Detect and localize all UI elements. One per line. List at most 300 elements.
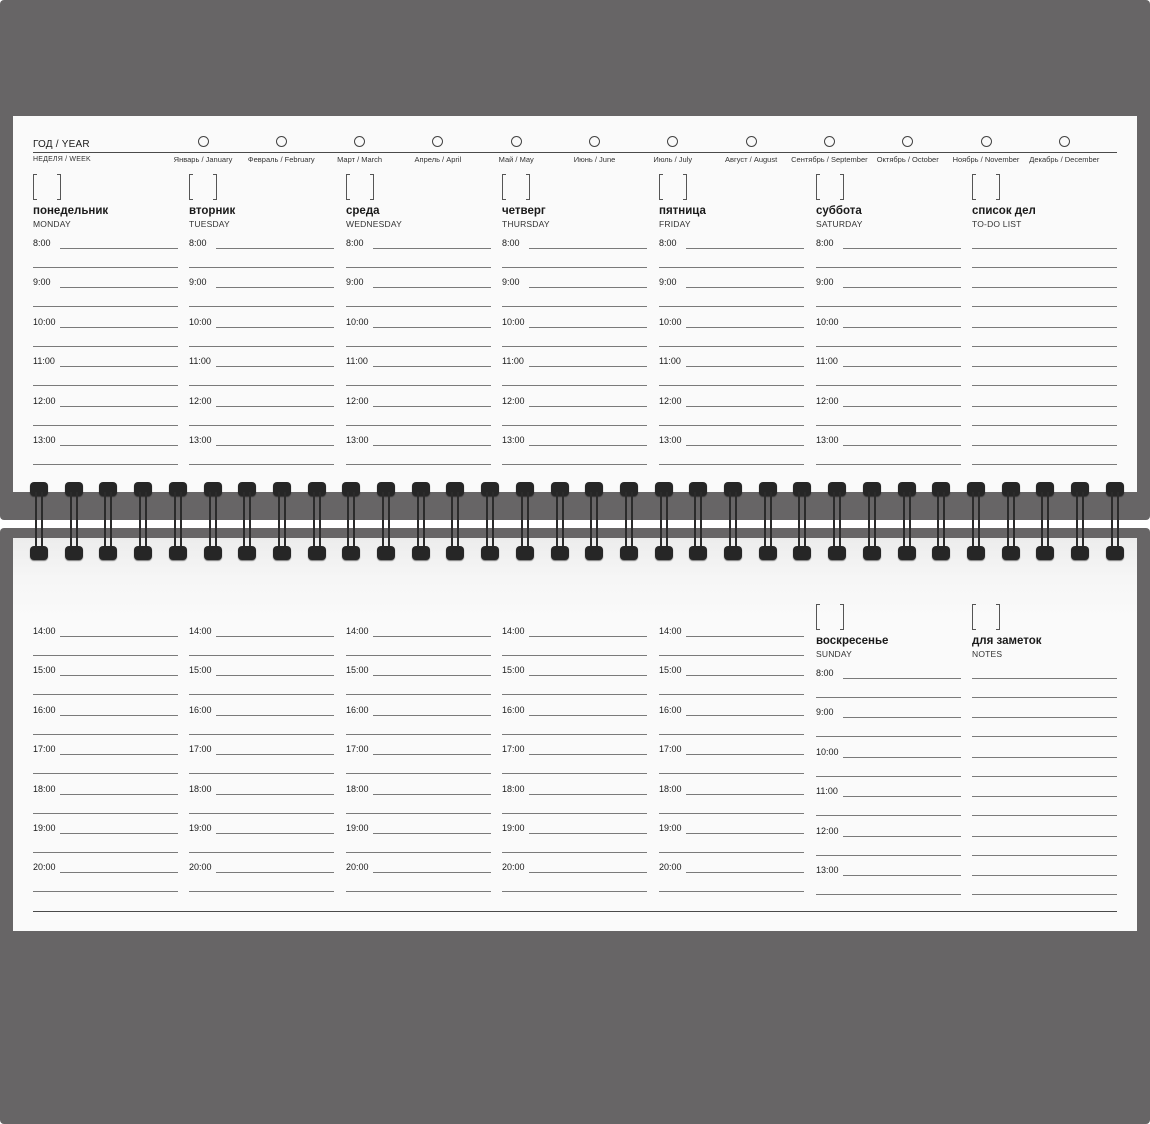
ring-wire (1082, 492, 1084, 552)
entry-line[interactable] (216, 794, 334, 795)
time-label: 18:00 (346, 783, 369, 794)
entry-line[interactable] (502, 655, 647, 656)
ring-bottom-cap (342, 546, 360, 560)
month-radio[interactable] (354, 136, 365, 147)
entry-line[interactable] (33, 852, 178, 853)
entry-line[interactable] (843, 445, 961, 446)
entry-line[interactable] (60, 406, 178, 407)
entry-line[interactable] (346, 694, 491, 695)
entry-line[interactable] (502, 385, 647, 386)
entry-line[interactable] (816, 267, 961, 268)
entry-line[interactable] (843, 757, 961, 758)
entry-line[interactable] (502, 267, 647, 268)
entry-line[interactable] (686, 794, 804, 795)
binding-ring (243, 482, 251, 562)
binding-ring (451, 482, 459, 562)
ring-wire (1047, 492, 1049, 552)
entry-line[interactable] (816, 855, 961, 856)
entry-line[interactable] (189, 306, 334, 307)
entry-line[interactable] (502, 464, 647, 465)
binding-ring (972, 482, 980, 562)
entry-line[interactable] (659, 346, 804, 347)
entry-line[interactable] (529, 248, 647, 249)
entry-line[interactable] (843, 717, 961, 718)
entry-line[interactable] (659, 464, 804, 465)
entry-line[interactable] (529, 715, 647, 716)
entry-line[interactable] (189, 813, 334, 814)
entry-line[interactable] (33, 694, 178, 695)
day-name: вторник (189, 205, 236, 217)
day-name-english: TO-DO LIST (972, 219, 1022, 229)
month-radio[interactable] (667, 136, 678, 147)
ring-wire (423, 492, 425, 552)
month-label: Июнь / June (573, 155, 616, 164)
entry-line[interactable] (659, 694, 804, 695)
entry-line[interactable] (686, 248, 804, 249)
ring-wire (104, 492, 106, 552)
week-date-box[interactable] (816, 174, 844, 200)
time-label: 11:00 (659, 356, 681, 367)
time-label: 9:00 (346, 277, 364, 288)
day-name-english: WEDNESDAY (346, 219, 402, 229)
entry-line[interactable] (216, 636, 334, 637)
entry-line[interactable] (33, 734, 178, 735)
entry-line[interactable] (346, 346, 491, 347)
entry-line[interactable] (502, 346, 647, 347)
entry-line[interactable] (60, 248, 178, 249)
entry-line[interactable] (189, 655, 334, 656)
entry-line[interactable] (373, 794, 491, 795)
ring-wire (451, 492, 453, 552)
entry-line[interactable] (216, 287, 334, 288)
entry-line[interactable] (502, 425, 647, 426)
ring-top-cap (793, 482, 811, 496)
time-label: 17:00 (502, 744, 525, 755)
time-label: 12:00 (502, 395, 525, 406)
entry-line[interactable] (686, 675, 804, 676)
entry-line[interactable] (972, 366, 1117, 367)
binding-ring (1076, 482, 1084, 562)
month-radio[interactable] (589, 136, 600, 147)
ring-bottom-cap (1106, 546, 1124, 560)
entry-line[interactable] (816, 776, 961, 777)
entry-line[interactable] (189, 852, 334, 853)
week-date-box[interactable] (189, 174, 217, 200)
entry-line[interactable] (189, 891, 334, 892)
ring-top-cap (169, 482, 187, 496)
ring-top-cap (65, 482, 83, 496)
ring-wire (798, 492, 800, 552)
entry-line[interactable] (972, 796, 1117, 797)
ring-bottom-cap (793, 546, 811, 560)
entry-line[interactable] (502, 852, 647, 853)
entry-line[interactable] (33, 655, 178, 656)
entry-line[interactable] (216, 754, 334, 755)
ring-bottom-cap (828, 546, 846, 560)
entry-line[interactable] (33, 813, 178, 814)
ring-top-cap (342, 482, 360, 496)
entry-line[interactable] (972, 815, 1117, 816)
entry-line[interactable] (659, 425, 804, 426)
entry-line[interactable] (659, 734, 804, 735)
entry-line[interactable] (659, 385, 804, 386)
entry-line[interactable] (972, 287, 1117, 288)
entry-line[interactable] (33, 464, 178, 465)
month-radio[interactable] (824, 136, 835, 147)
entry-line[interactable] (189, 734, 334, 735)
entry-line[interactable] (972, 697, 1117, 698)
week-date-box[interactable] (346, 174, 374, 200)
binding-ring (70, 482, 78, 562)
entry-line[interactable] (346, 385, 491, 386)
entry-line[interactable] (972, 306, 1117, 307)
ring-top-cap (516, 482, 534, 496)
ring-bottom-cap (134, 546, 152, 560)
entry-line[interactable] (686, 287, 804, 288)
week-date-box[interactable] (816, 604, 844, 630)
entry-line[interactable] (60, 675, 178, 676)
time-label: 9:00 (816, 707, 834, 718)
entry-line[interactable] (373, 675, 491, 676)
binding-ring (382, 482, 390, 562)
entry-line[interactable] (816, 697, 961, 698)
entry-line[interactable] (60, 754, 178, 755)
entry-line[interactable] (189, 385, 334, 386)
month-radio[interactable] (511, 136, 522, 147)
entry-line[interactable] (189, 773, 334, 774)
entry-line[interactable] (816, 736, 961, 737)
entry-line[interactable] (972, 836, 1117, 837)
time-label: 13:00 (502, 435, 525, 445)
binding-ring (764, 482, 772, 562)
time-label: 10:00 (502, 316, 525, 327)
binding-ring (521, 482, 529, 562)
week-date-box[interactable] (502, 174, 530, 200)
month-radio[interactable] (902, 136, 913, 147)
entry-line[interactable] (216, 248, 334, 249)
month-radio[interactable] (1059, 136, 1070, 147)
entry-line[interactable] (346, 891, 491, 892)
entry-line[interactable] (502, 734, 647, 735)
time-label: 16:00 (33, 704, 56, 715)
entry-line[interactable] (346, 306, 491, 307)
entry-line[interactable] (60, 872, 178, 873)
ring-top-cap (898, 482, 916, 496)
entry-line[interactable] (843, 248, 961, 249)
month-label: Январь / January (173, 155, 233, 164)
entry-line[interactable] (972, 425, 1117, 426)
ring-bottom-cap (481, 546, 499, 560)
entry-line[interactable] (659, 267, 804, 268)
entry-line[interactable] (60, 366, 178, 367)
ring-top-cap (620, 482, 638, 496)
ring-top-cap (655, 482, 673, 496)
entry-line[interactable] (346, 734, 491, 735)
entry-line[interactable] (972, 346, 1117, 347)
week-label[interactable]: НЕДЕЛЯ / WEEK (33, 156, 91, 163)
entry-line[interactable] (816, 894, 961, 895)
week-date-box[interactable] (659, 174, 687, 200)
ring-bottom-cap (30, 546, 48, 560)
entry-line[interactable] (686, 715, 804, 716)
ring-wire (139, 492, 141, 552)
month-radio[interactable] (981, 136, 992, 147)
ring-wire (209, 492, 211, 552)
day-name: понедельник (33, 205, 109, 217)
time-label: 10:00 (33, 316, 56, 327)
ring-bottom-cap (759, 546, 777, 560)
ring-bottom-cap (655, 546, 673, 560)
entry-line[interactable] (659, 813, 804, 814)
ring-wire (804, 492, 806, 552)
entry-line[interactable] (529, 872, 647, 873)
entry-line[interactable] (529, 794, 647, 795)
week-date-box[interactable] (33, 174, 61, 200)
month-label: Декабрь / December (1029, 155, 1100, 164)
entry-line[interactable] (33, 773, 178, 774)
time-label: 8:00 (346, 238, 364, 248)
entry-line[interactable] (686, 327, 804, 328)
week-date-box[interactable] (972, 604, 1000, 630)
entry-line[interactable] (529, 445, 647, 446)
ring-wire (457, 492, 459, 552)
month-label: Август / August (725, 155, 778, 164)
entry-line[interactable] (972, 717, 1117, 718)
entry-line[interactable] (373, 287, 491, 288)
entry-line[interactable] (373, 872, 491, 873)
entry-line[interactable] (502, 773, 647, 774)
ring-wire (35, 492, 37, 552)
time-label: 12:00 (33, 395, 56, 406)
entry-line[interactable] (189, 464, 334, 465)
entry-line[interactable] (686, 406, 804, 407)
entry-line[interactable] (373, 445, 491, 446)
entry-line[interactable] (346, 655, 491, 656)
time-label: 12:00 (659, 395, 682, 406)
time-label: 17:00 (189, 744, 212, 755)
entry-line[interactable] (33, 346, 178, 347)
bottom-rule (33, 911, 1117, 912)
entry-line[interactable] (972, 678, 1117, 679)
year-rule (33, 152, 1117, 153)
entry-line[interactable] (373, 833, 491, 834)
entry-line[interactable] (60, 327, 178, 328)
entry-line[interactable] (502, 813, 647, 814)
entry-line[interactable] (659, 852, 804, 853)
entry-line[interactable] (843, 366, 961, 367)
entry-line[interactable] (373, 636, 491, 637)
time-label: 10:00 (659, 316, 682, 327)
ring-top-cap (308, 482, 326, 496)
entry-line[interactable] (972, 445, 1117, 446)
ring-wire (978, 492, 980, 552)
entry-line[interactable] (529, 636, 647, 637)
entry-line[interactable] (972, 776, 1117, 777)
entry-line[interactable] (216, 675, 334, 676)
ring-bottom-cap (1071, 546, 1089, 560)
entry-line[interactable] (216, 872, 334, 873)
entry-line[interactable] (529, 287, 647, 288)
entry-line[interactable] (686, 636, 804, 637)
entry-line[interactable] (502, 891, 647, 892)
entry-line[interactable] (972, 267, 1117, 268)
entry-line[interactable] (843, 406, 961, 407)
entry-line[interactable] (972, 757, 1117, 758)
entry-line[interactable] (60, 833, 178, 834)
entry-line[interactable] (972, 464, 1117, 465)
entry-line[interactable] (972, 736, 1117, 737)
day-name: суббота (816, 205, 862, 217)
time-label: 11:00 (346, 356, 368, 367)
day-name: список дел (972, 205, 1036, 217)
entry-line[interactable] (373, 406, 491, 407)
entry-line[interactable] (33, 385, 178, 386)
ring-top-cap (689, 482, 707, 496)
entry-line[interactable] (373, 327, 491, 328)
entry-line[interactable] (816, 385, 961, 386)
entry-line[interactable] (60, 636, 178, 637)
binding-ring (903, 482, 911, 562)
entry-line[interactable] (216, 715, 334, 716)
year-label[interactable]: ГОД / YEAR (33, 139, 90, 150)
ring-top-cap (481, 482, 499, 496)
entry-line[interactable] (189, 346, 334, 347)
entry-line[interactable] (972, 894, 1117, 895)
entry-line[interactable] (346, 464, 491, 465)
entry-line[interactable] (972, 875, 1117, 876)
month-label: Октябрь / October (876, 155, 939, 164)
ring-bottom-cap (863, 546, 881, 560)
entry-line[interactable] (659, 655, 804, 656)
entry-line[interactable] (346, 267, 491, 268)
entry-line[interactable] (60, 445, 178, 446)
entry-line[interactable] (346, 852, 491, 853)
entry-line[interactable] (843, 796, 961, 797)
entry-line[interactable] (216, 406, 334, 407)
entry-line[interactable] (216, 833, 334, 834)
entry-line[interactable] (60, 794, 178, 795)
entry-line[interactable] (373, 715, 491, 716)
entry-line[interactable] (816, 306, 961, 307)
entry-line[interactable] (60, 287, 178, 288)
month-radio[interactable] (276, 136, 287, 147)
entry-line[interactable] (373, 248, 491, 249)
entry-line[interactable] (216, 445, 334, 446)
binding-ring (104, 482, 112, 562)
time-label: 16:00 (502, 704, 525, 715)
entry-line[interactable] (529, 366, 647, 367)
entry-line[interactable] (502, 694, 647, 695)
time-label: 14:00 (502, 626, 525, 636)
entry-line[interactable] (972, 406, 1117, 407)
ring-wire (145, 492, 147, 552)
entry-line[interactable] (216, 366, 334, 367)
entry-line[interactable] (33, 267, 178, 268)
time-label: 10:00 (346, 316, 369, 327)
time-label: 10:00 (816, 316, 839, 327)
entry-line[interactable] (529, 833, 647, 834)
entry-line[interactable] (972, 327, 1117, 328)
entry-line[interactable] (972, 248, 1117, 249)
time-label: 12:00 (346, 395, 369, 406)
entry-line[interactable] (843, 875, 961, 876)
entry-line[interactable] (972, 385, 1117, 386)
entry-line[interactable] (686, 754, 804, 755)
entry-line[interactable] (33, 891, 178, 892)
ring-wire (1007, 492, 1009, 552)
entry-line[interactable] (346, 773, 491, 774)
entry-line[interactable] (216, 327, 334, 328)
ring-bottom-cap (446, 546, 464, 560)
ring-wire (110, 492, 112, 552)
entry-line[interactable] (816, 346, 961, 347)
entry-line[interactable] (33, 425, 178, 426)
time-label: 16:00 (189, 704, 212, 715)
entry-line[interactable] (686, 366, 804, 367)
ring-wire (631, 492, 633, 552)
ring-wire (278, 492, 280, 552)
entry-line[interactable] (843, 678, 961, 679)
ring-bottom-cap (1036, 546, 1054, 560)
month-radio[interactable] (746, 136, 757, 147)
entry-line[interactable] (816, 464, 961, 465)
entry-line[interactable] (529, 675, 647, 676)
binding-ring (798, 482, 806, 562)
entry-line[interactable] (346, 425, 491, 426)
entry-line[interactable] (529, 754, 647, 755)
entry-line[interactable] (189, 425, 334, 426)
month-label: Апрель / April (414, 155, 462, 164)
month-radio[interactable] (198, 136, 209, 147)
entry-line[interactable] (373, 366, 491, 367)
entry-line[interactable] (346, 813, 491, 814)
time-label: 19:00 (346, 823, 369, 833)
time-label: 19:00 (33, 823, 56, 833)
entry-line[interactable] (33, 306, 178, 307)
entry-line[interactable] (659, 773, 804, 774)
entry-line[interactable] (686, 872, 804, 873)
binding-ring (417, 482, 425, 562)
entry-line[interactable] (502, 306, 647, 307)
entry-line[interactable] (843, 287, 961, 288)
entry-line[interactable] (189, 267, 334, 268)
entry-line[interactable] (659, 306, 804, 307)
ring-top-cap (759, 482, 777, 496)
entry-line[interactable] (816, 425, 961, 426)
ring-wire (41, 492, 43, 552)
entry-line[interactable] (373, 754, 491, 755)
entry-line[interactable] (843, 327, 961, 328)
time-label: 15:00 (346, 665, 369, 676)
entry-line[interactable] (60, 715, 178, 716)
entry-line[interactable] (686, 445, 804, 446)
month-radio[interactable] (432, 136, 443, 147)
ring-top-cap (828, 482, 846, 496)
entry-line[interactable] (529, 327, 647, 328)
entry-line[interactable] (972, 855, 1117, 856)
ring-wire (1041, 492, 1043, 552)
time-label: 11:00 (33, 356, 55, 367)
entry-line[interactable] (843, 836, 961, 837)
entry-line[interactable] (189, 694, 334, 695)
time-label: 12:00 (816, 825, 839, 836)
week-date-box[interactable] (972, 174, 1000, 200)
ring-top-cap (551, 482, 569, 496)
entry-line[interactable] (659, 891, 804, 892)
entry-line[interactable] (529, 406, 647, 407)
entry-line[interactable] (686, 833, 804, 834)
entry-line[interactable] (816, 815, 961, 816)
